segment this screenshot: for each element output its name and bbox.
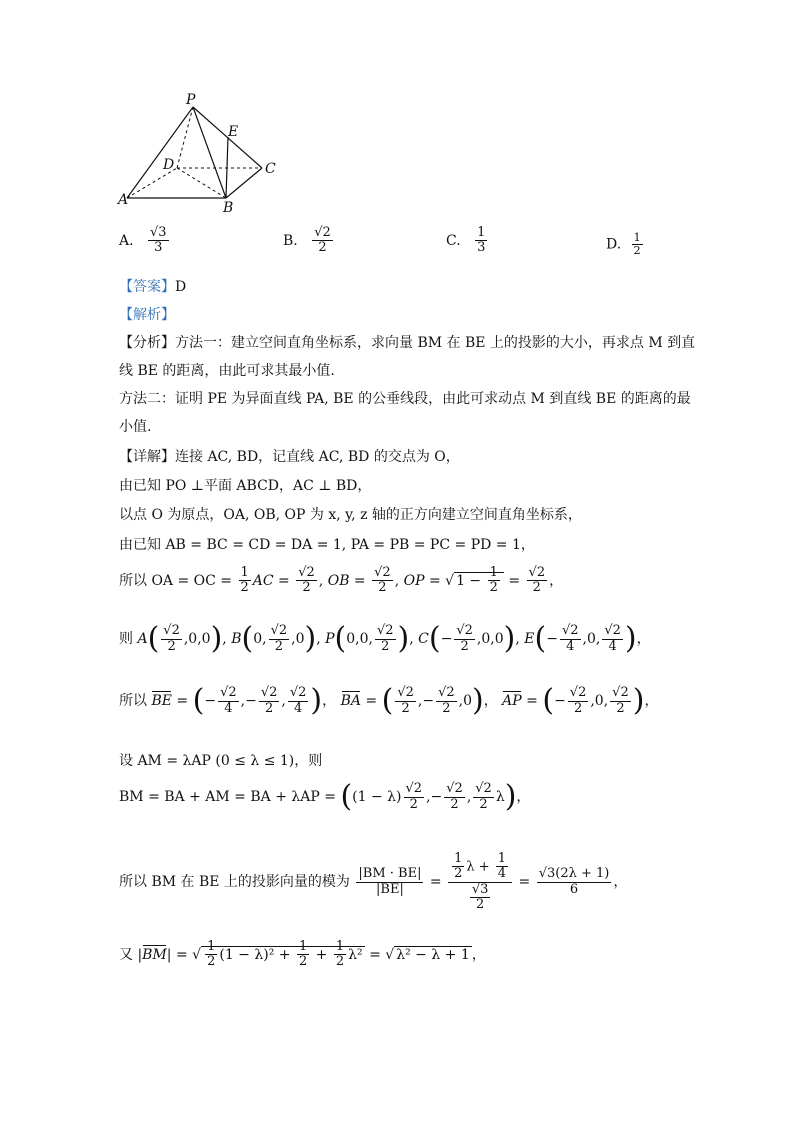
answer-tag: 【答案】 (119, 279, 175, 295)
analysis-tag: 【解析】 (119, 307, 175, 323)
edge-PB (193, 107, 226, 198)
option-d (606, 232, 645, 257)
line-text: BM = BA + AM = BA + λAP = (119, 789, 336, 805)
edge-PD (177, 107, 193, 168)
detail-line-2: 由已知 PO ⊥平面 ABCD，AC ⊥ BD， (119, 478, 372, 494)
detail-line-6: 则 A( $\frac{√2}{2}$ ,0,0), B(0, $\frac{√2}{2}$ ,0), P(0,0, $\frac{√2}{2}$ ), C(− $\frac{√2}{2}$ ,0,0), E(− $\frac{√2}{4}$ ,0, $\frac{√2}{4}$ )， (119, 621, 651, 656)
analysis-line-3: 方法二：证明 PE 为异面直线 PA, BE 的公垂线段，由此可求动点 M 到直线 BE 的距离的最 (119, 391, 691, 407)
label-P: P (186, 92, 196, 108)
label-C: C (265, 161, 276, 177)
line-text: 所以 (119, 693, 147, 709)
pyramid-figure (115, 90, 285, 215)
label-A: A (118, 192, 129, 208)
analysis-line-1: 【分析】方法一：建立空间直角坐标系，求向量 BM 在 BE 上的投影的大小，再求点 M 到直 (119, 335, 696, 351)
line-text: 则 (119, 631, 133, 647)
answer-line (119, 276, 186, 296)
detail-line-8: 设 AM = λAP (0 ≤ λ ≤ 1)，则 (119, 753, 323, 769)
option-letter: D. (606, 236, 622, 253)
detail-line-11: 又 |BM| = √ $\frac{1}{2}$ (1 − λ)² + $\frac{1}{2}$ + $\frac{1}{2}$ λ² = √ λ² − λ + 1 ， (119, 939, 486, 970)
line-text: 所以 OA = OC = (119, 572, 233, 589)
analysis-line-2: 线 BE 的距离，由此可求其最小值. (119, 363, 335, 379)
answer-value: D (175, 279, 187, 295)
option-num: √2 (314, 225, 331, 240)
detail-line-7: 所以 BE = (− $\frac{√2}{4}$ ,− $\frac{√2}{2}$ , $\frac{√2}{4}$ )， BA = ( $\frac{√2}{2}$ ,− $\frac{√2}{2}$ ,0)， AP = (− $\frac{√2}{2}$ ,0, $\frac{√2}{2}$ )， (119, 683, 659, 718)
detail-line-9: BM = BA + AM = BA + λAP = ((1 − λ) $\frac{√2}{2}$ ,− $\frac{√2}{2}$ , $\frac{√2}{2}$ λ)， (119, 779, 531, 814)
option-letter: A. (119, 232, 134, 249)
option-num: 1 (633, 231, 641, 244)
line-text: 所以 BM 在 BE 上的投影向量的模为 (119, 874, 350, 891)
detail-line-3: 以点 O 为原点，OA, OB, OP 为 x, y, z 轴的正方向建立空间直角坐标系， (119, 507, 582, 523)
option-b (283, 226, 335, 256)
detail-line-5: 所以 OA = OC = $\frac{1}{2}$ AC = $\frac{√2}{2}$ , OB = $\frac{√2}{2}$ , OP = √ 1 − $\frac{1}{2}$ = $\frac{√2}{2}$ ， (119, 565, 564, 596)
label-D: D (163, 157, 175, 173)
option-letter: C. (446, 232, 461, 249)
option-den: 3 (477, 240, 486, 256)
option-letter: B. (283, 232, 298, 249)
option-a (119, 226, 171, 256)
detail-line-4: 由已知 AB = BC = CD = DA = 1, PA = PB = PC = PD = 1， (119, 537, 535, 553)
detail-line-10: 所以 BM 在 BE 上的投影向量的模为 $\frac{|BM \cdot BE|}{|BE|}$ = $\frac{1}{2}$ λ + $\frac{1}{4}$ $\frac{√3}{2}$ = $\frac{√3(2\lambda + 1)}{6}$ ， (119, 851, 628, 912)
edge-PA (127, 107, 193, 198)
option-num: √3 (150, 225, 167, 240)
analysis-line-4: 小值. (119, 419, 152, 435)
option-den: 2 (633, 244, 641, 258)
option-den: 2 (318, 240, 327, 256)
edge-DB (177, 168, 226, 198)
edge-BC (226, 168, 262, 198)
label-E: E (228, 124, 239, 140)
detail-line-1: 【详解】连接 AC, BD，记直线 AC, BD 的交点为 O， (119, 449, 460, 465)
line-text: 又 (119, 946, 133, 963)
option-den: 3 (154, 240, 163, 256)
label-B: B (223, 200, 234, 215)
option-c (446, 226, 489, 256)
option-num: 1 (477, 225, 486, 240)
